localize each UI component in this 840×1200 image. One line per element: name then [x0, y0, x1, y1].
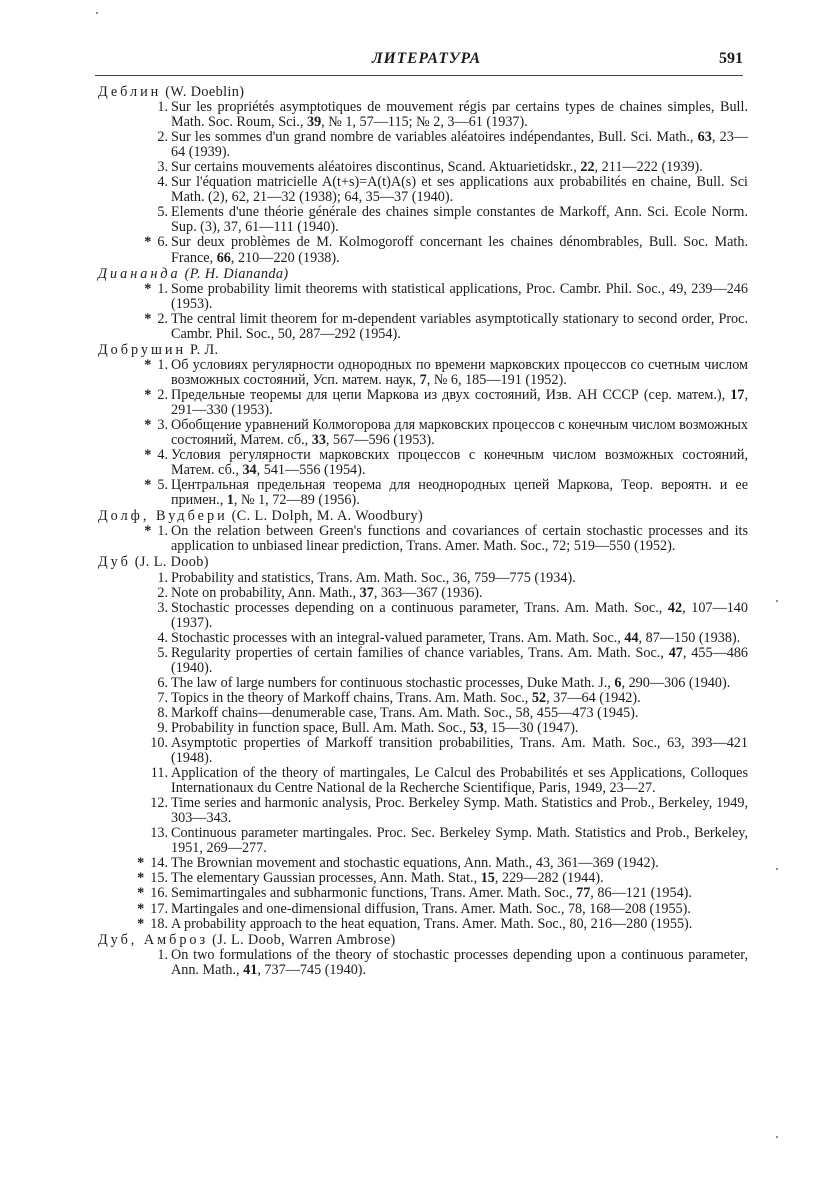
- scan-speck: [776, 868, 778, 870]
- reference-index: 1.: [157, 280, 168, 297]
- reference-text: On two formulations of the theory of stochastic processes depending upon a continuous parameter, Ann. Math.,: [171, 946, 748, 978]
- reference-text: Note on probability, Ann. Math.,: [171, 584, 360, 601]
- author-name: Долф, Вудбери: [98, 508, 228, 525]
- reference-text: Центральная предельная теорема для неоднородных цепей Маркова, Теор. вероятн. и ее примен.,: [171, 477, 748, 509]
- reference-text: Continuous parameter martingales. Proc. Sec. Berkeley Symp. Math. Statistics and Prob., Berkeley, 1951, 269—277.: [171, 825, 748, 857]
- volume-number: 34: [242, 462, 257, 479]
- bibliography-entry: [98, 343, 748, 509]
- bibliography-entry: [98, 509, 748, 554]
- author-latin-name: (J. L. Doob, Warren Ambrose): [208, 931, 396, 948]
- asterisk-mark: *: [144, 356, 152, 373]
- reference-pages: , 86—121 (1954).: [590, 885, 692, 902]
- reference-number: [120, 130, 168, 145]
- asterisk-mark: *: [144, 280, 152, 297]
- reference-number: [120, 736, 168, 751]
- reference-pages: , 15—30 (1947).: [483, 719, 579, 736]
- reference-text: Sur les propriétés asymptotiques de mouvement régis par certains types de chaines simples, Bull. Math. Soc. Roum, Sci.,: [171, 99, 748, 131]
- reference-number: [120, 601, 168, 616]
- volume-number: 39: [306, 114, 322, 131]
- reference-item: [98, 175, 748, 205]
- reference-text: Stochastic processes depending on a continuous parameter, Trans. Am. Math. Soc.,: [171, 599, 668, 616]
- reference-item: [98, 282, 748, 312]
- reference-item: [98, 691, 748, 706]
- reference-number: [120, 691, 168, 706]
- reference-pages: , 291—330 (1953).: [171, 386, 748, 418]
- reference-text: Regularity properties of certain families of chance variables, Trans. Am. Math. Soc.,: [171, 644, 669, 661]
- asterisk-mark: *: [144, 417, 152, 434]
- volume-number: 1: [226, 492, 234, 509]
- reference-pages: , 229—282 (1944).: [494, 870, 604, 887]
- reference-pages: , 290—306 (1940).: [621, 674, 731, 691]
- author-heading: [98, 343, 748, 358]
- author-name: Дуб, Амброз: [98, 931, 209, 948]
- author-heading: [98, 85, 748, 100]
- reference-index: 2.: [157, 129, 168, 146]
- reference-text: Об условиях регулярности однородных по времени марковских процессов со счетным числом возможных состояний, Усп. матем. наук,: [171, 356, 748, 388]
- reference-item: [98, 571, 748, 586]
- reference-index: 3.: [157, 159, 168, 176]
- volume-number: 44: [624, 629, 639, 646]
- reference-index: 1.: [157, 99, 168, 116]
- volume-number: 52: [531, 689, 547, 706]
- reference-number: [120, 586, 168, 601]
- reference-pages: , 107—140 (1937).: [171, 599, 748, 631]
- reference-number: [120, 175, 168, 190]
- reference-item: [98, 676, 748, 691]
- reference-number: [120, 871, 168, 886]
- asterisk-mark: *: [144, 447, 152, 464]
- author-latin-name: (P. H. Diananda): [180, 265, 289, 282]
- reference-number: [120, 571, 168, 586]
- asterisk-mark: *: [144, 386, 152, 403]
- reference-index: 4.: [157, 629, 168, 646]
- reference-number: [120, 948, 168, 963]
- reference-index: 5.: [157, 204, 168, 221]
- reference-index: 5.: [157, 477, 168, 494]
- reference-index: 2.: [157, 584, 168, 601]
- reference-item: [98, 601, 748, 631]
- author-name: Дуб: [98, 554, 131, 571]
- reference-text: Asymptotic properties of Markoff transition probabilities, Trans. Am. Math. Soc., 63, 393—421 (1948).: [171, 735, 748, 767]
- asterisk-mark: *: [137, 855, 145, 872]
- reference-index: 16.: [150, 885, 168, 902]
- volume-number: 66: [216, 249, 231, 266]
- reference-item: [98, 646, 748, 676]
- author-name: Добрушин: [98, 341, 187, 358]
- reference-item: [98, 796, 748, 826]
- reference-pages: , 23—64 (1939).: [171, 129, 749, 161]
- reference-text: The Brownian movement and stochastic equations, Ann. Math., 43, 361—369 (1942).: [171, 855, 659, 872]
- reference-item: [98, 586, 748, 601]
- volume-number: 63: [697, 129, 712, 146]
- reference-index: 2.: [157, 386, 168, 403]
- reference-index: 12.: [150, 795, 168, 812]
- reference-item: [98, 902, 748, 917]
- reference-number: [120, 524, 168, 539]
- reference-index: 1.: [157, 356, 168, 373]
- reference-item: [98, 205, 748, 235]
- reference-index: 8.: [157, 704, 168, 721]
- volume-number: 77: [576, 885, 591, 902]
- reference-text: Sur les sommes d'un grand nombre de variables aléatoires indépendantes, Bull. Sci. Math.,: [171, 129, 698, 146]
- reference-index: 3.: [157, 599, 168, 616]
- reference-text: Условия регулярности марковских процессов с конечным числом возможных состояний, Матем. сб.,: [171, 447, 748, 479]
- reference-pages: , 37—64 (1942).: [546, 689, 641, 706]
- author-heading: [98, 267, 748, 282]
- author-latin-name: Р. Л.: [186, 341, 219, 358]
- scan-speck: [776, 600, 778, 602]
- reference-item: [98, 706, 748, 721]
- reference-pages: , 211—222 (1939).: [594, 159, 703, 176]
- reference-pages: , 87—150 (1938).: [638, 629, 741, 646]
- reference-number: [120, 676, 168, 691]
- reference-index: 3.: [157, 417, 168, 434]
- reference-index: 9.: [157, 719, 168, 736]
- bibliography-entry: [98, 85, 748, 266]
- reference-item: [98, 917, 748, 932]
- volume-number: 22: [580, 159, 595, 176]
- reference-item: [98, 856, 748, 871]
- reference-text: On the relation between Green's functions and covariances of certain stochastic processes and its application to unbiased linear prediction, Trans. Amer. Math. Soc., 72; 519—550 (1952).: [171, 523, 748, 555]
- reference-pages: , № 1, 72—89 (1956).: [233, 492, 360, 509]
- reference-item: [98, 721, 748, 736]
- reference-item: [98, 631, 748, 646]
- reference-number: [120, 706, 168, 721]
- volume-number: 33: [311, 432, 326, 449]
- asterisk-mark: *: [137, 900, 145, 917]
- reference-item: [98, 478, 748, 508]
- bibliography-entry: [98, 933, 748, 978]
- volume-number: 53: [469, 719, 484, 736]
- reference-item: [98, 358, 748, 388]
- reference-index: 13.: [150, 825, 168, 842]
- reference-pages: , № 1, 57—115; № 2, 3—61 (1937).: [321, 114, 528, 131]
- reference-item: [98, 948, 748, 978]
- reference-item: [98, 736, 748, 766]
- reference-text: Semimartingales and subharmonic functions, Trans. Amer. Math. Soc.,: [171, 885, 577, 902]
- page-number: 591: [719, 50, 743, 67]
- asterisk-mark: *: [137, 885, 145, 902]
- reference-index: 1.: [157, 523, 168, 540]
- reference-text: Time series and harmonic analysis, Proc. Berkeley Symp. Math. Statistics and Prob., Berkeley, 1949, 303—343.: [171, 795, 748, 827]
- scan-speck: [776, 1136, 778, 1138]
- reference-number: [120, 766, 168, 781]
- reference-index: 4.: [157, 174, 168, 191]
- page-header: [0, 50, 840, 72]
- reference-text: A probability approach to the heat equation, Trans. Amer. Math. Soc., 80, 216—280 (1955).: [171, 915, 693, 932]
- reference-pages: , № 6, 185—191 (1952).: [426, 371, 567, 388]
- reference-text: Some probability limit theorems with statistical applications, Proc. Cambr. Phil. Soc., 49, 239—246 (1953).: [171, 280, 748, 312]
- reference-item: [98, 130, 748, 160]
- volume-number: 47: [668, 644, 683, 661]
- author-name: Деблин: [98, 84, 162, 100]
- reference-text: Sur l'équation matricielle A(t+s)=A(t)A(s) et ses applications aux probabilités en chaine, Bull. Sci Math. (2), 62, 21—32 (1938); 64, 35—37 (1940).: [171, 174, 748, 206]
- reference-item: [98, 312, 748, 342]
- reference-number: [120, 448, 168, 463]
- reference-index: 14.: [150, 855, 168, 872]
- reference-number: [120, 388, 168, 403]
- reference-index: 11.: [150, 765, 168, 782]
- reference-pages: , 541—556 (1954).: [256, 462, 366, 479]
- reference-index: 15.: [150, 870, 168, 887]
- reference-pages: , 567—596 (1953).: [325, 432, 435, 449]
- reference-text: Stochastic processes with an integral-valued parameter, Trans. Am. Math. Soc.,: [171, 629, 625, 646]
- reference-index: 6.: [157, 674, 168, 691]
- reference-text: The law of large numbers for continuous stochastic processes, Duke Math. J.,: [171, 674, 615, 691]
- reference-number: [120, 205, 168, 220]
- volume-number: 15: [480, 870, 495, 887]
- reference-number: [120, 160, 168, 175]
- reference-item: [98, 886, 748, 901]
- reference-number: [120, 235, 168, 250]
- reference-index: 7.: [157, 689, 168, 706]
- reference-number: [120, 826, 168, 841]
- reference-number: [120, 902, 168, 917]
- asterisk-mark: *: [144, 477, 152, 494]
- reference-item: [98, 388, 748, 418]
- author-heading: [98, 555, 748, 570]
- reference-pages: , 455—486 (1940).: [171, 644, 749, 676]
- author-name: Диананда: [98, 265, 181, 282]
- reference-number: [120, 796, 168, 811]
- author-heading: [98, 933, 748, 948]
- reference-number: [120, 646, 168, 661]
- reference-index: 17.: [150, 900, 168, 917]
- reference-number: [120, 631, 168, 646]
- reference-text: Предельные теоремы для цепи Маркова из двух состояний, Изв. АН СССР (сер. матем.),: [171, 386, 731, 403]
- volume-number: 41: [243, 961, 258, 978]
- reference-index: 5.: [157, 644, 168, 661]
- reference-text: Martingales and one-dimensional diffusion, Trans. Amer. Math. Soc., 78, 168—208 (1955).: [171, 900, 691, 917]
- reference-number: [120, 886, 168, 901]
- asterisk-mark: *: [144, 310, 152, 327]
- reference-index: 1.: [157, 946, 168, 963]
- header-rule: [95, 75, 743, 76]
- bibliography-entry: [98, 267, 748, 342]
- reference-item: [98, 418, 748, 448]
- reference-item: [98, 766, 748, 796]
- reference-text: Probability and statistics, Trans. Am. Math. Soc., 36, 759—775 (1934).: [171, 569, 576, 586]
- reference-text: Обобщение уравнений Колмогорова для марковских процессов с конечным числом возможных состояний, Матем. сб.,: [171, 417, 748, 449]
- author-heading: [98, 509, 748, 524]
- reference-item: [98, 235, 748, 265]
- reference-item: [98, 100, 748, 130]
- reference-number: [120, 478, 168, 493]
- volume-number: 42: [667, 599, 683, 616]
- reference-item: [98, 524, 748, 554]
- reference-number: [120, 282, 168, 297]
- reference-item: [98, 448, 748, 478]
- reference-pages: , 210—220 (1938).: [230, 249, 340, 266]
- reference-text: The elementary Gaussian processes, Ann. Math. Stat.,: [171, 870, 481, 887]
- bibliography-list: [98, 84, 748, 978]
- reference-text: Sur deux problèmes de M. Kolmogoroff concernant les chaines dénombrables, Bull. Soc. Math. France,: [171, 234, 748, 266]
- reference-text: Application of the theory of martingales, Le Calcul des Probabilités et ses Applications, Colloques Internationaux du Centre National de la Recherche Scientifique, Paris, 1949, 23—27.: [171, 765, 748, 797]
- reference-index: 4.: [157, 447, 168, 464]
- reference-text: Topics in the theory of Markoff chains, Trans. Am. Math. Soc.,: [171, 689, 532, 706]
- reference-pages: , 737—745 (1940).: [257, 961, 367, 978]
- reference-index: 1.: [157, 569, 168, 586]
- reference-text: Markoff chains—denumerable case, Trans. Am. Math. Soc., 58, 455—473 (1945).: [171, 704, 639, 721]
- reference-item: [98, 160, 748, 175]
- reference-text: The central limit theorem for m-dependent variables asymptotically stationary to second order, Proc. Cambr. Phil. Soc., 50, 287—292 (1954).: [171, 310, 748, 342]
- reference-number: [120, 100, 168, 115]
- bibliography-entry: [98, 555, 748, 931]
- reference-number: [120, 721, 168, 736]
- running-title: ЛИТЕРАТУРА: [372, 50, 482, 67]
- reference-index: 10.: [150, 735, 168, 752]
- asterisk-mark: *: [137, 915, 145, 932]
- author-latin-name: (J. L. Doob): [130, 554, 209, 571]
- reference-number: [120, 917, 168, 932]
- reference-text: Elements d'une théorie générale des chaines simple constantes de Markoff, Ann. Sci. Ecole Norm. Sup. (3), 37, 61—111 (1940).: [171, 204, 748, 236]
- asterisk-mark: *: [137, 870, 145, 887]
- author-latin-name: (C. L. Dolph, M. A. Woodbury): [227, 508, 424, 525]
- reference-index: 18.: [150, 915, 168, 932]
- scan-speck: [96, 12, 98, 14]
- author-latin-name: (W. Doeblin): [161, 84, 245, 100]
- reference-item: [98, 826, 748, 856]
- reference-number: [120, 358, 168, 373]
- volume-number: 17: [730, 386, 745, 403]
- reference-index: 2.: [157, 310, 168, 327]
- reference-index: 6.: [157, 234, 168, 251]
- volume-number: 7: [419, 371, 427, 388]
- reference-text: Probability in function space, Bull. Am. Math. Soc.,: [171, 719, 470, 736]
- reference-item: [98, 871, 748, 886]
- reference-number: [120, 418, 168, 433]
- reference-text: Sur certains mouvements aléatoires discontinus, Scand. Aktuarietidskr.,: [171, 159, 581, 176]
- reference-number: [120, 312, 168, 327]
- reference-number: [120, 856, 168, 871]
- reference-pages: , 363—367 (1936).: [373, 584, 483, 601]
- volume-number: 37: [359, 584, 374, 601]
- volume-number: 6: [614, 674, 622, 691]
- asterisk-mark: *: [144, 523, 152, 540]
- asterisk-mark: *: [144, 234, 152, 251]
